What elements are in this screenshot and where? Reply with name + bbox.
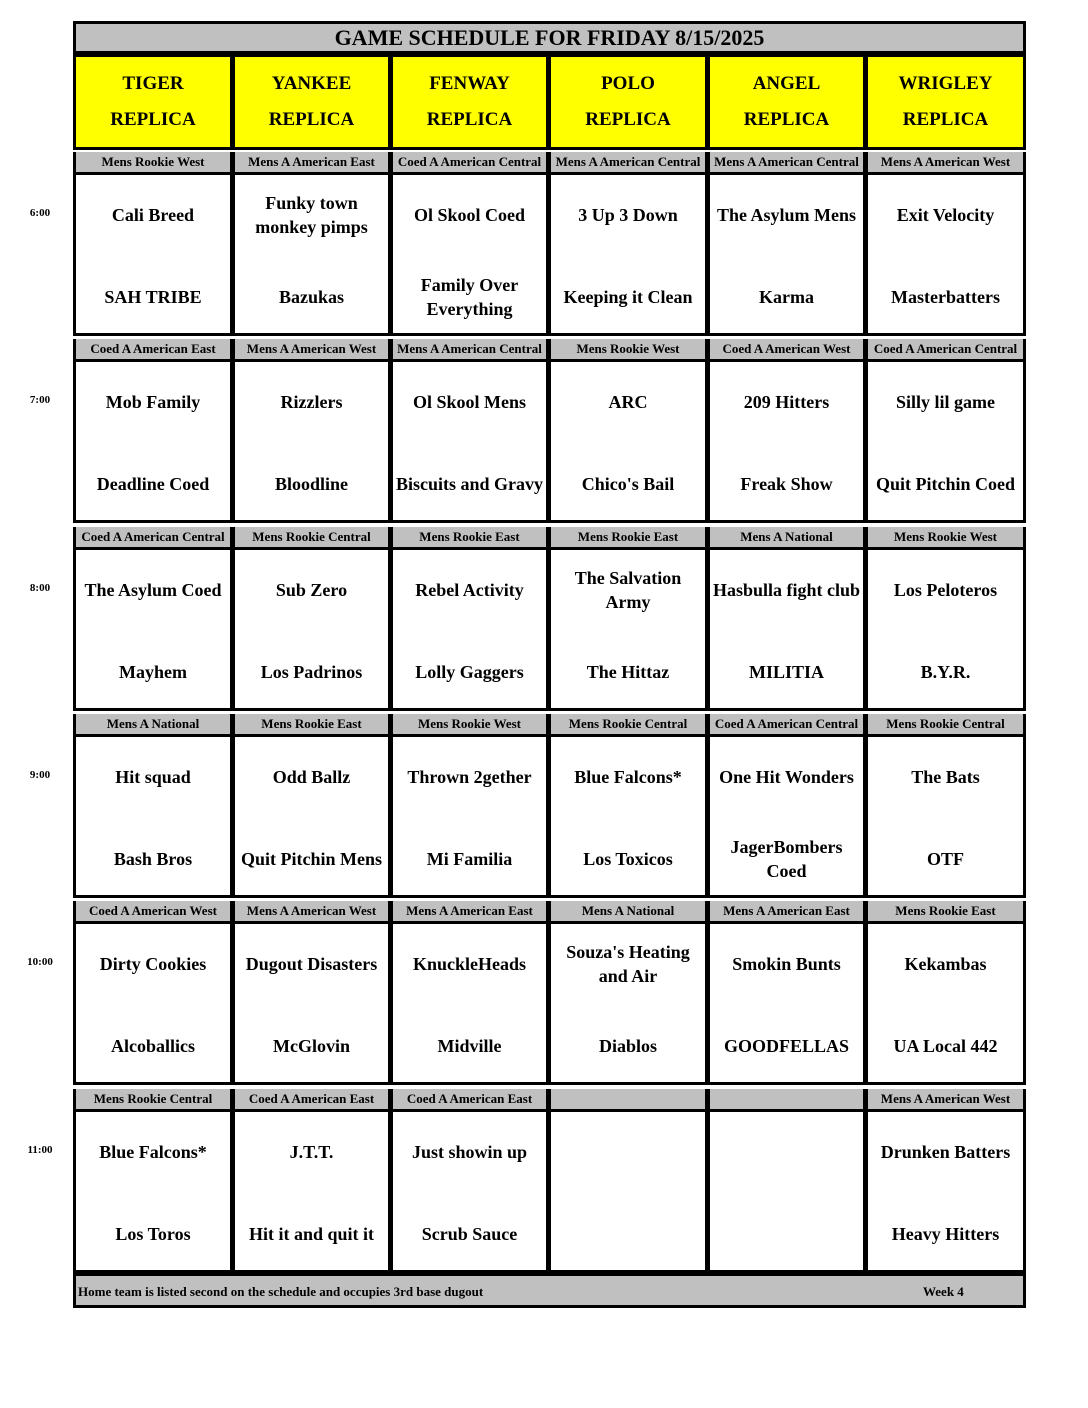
division-label: Mens A American West — [865, 152, 1026, 172]
home-team — [710, 1203, 863, 1265]
division-label: Mens A American West — [232, 339, 391, 359]
field-subtitle: REPLICA — [743, 109, 830, 130]
game-cell — [232, 547, 391, 711]
game-cell — [232, 1109, 391, 1273]
time-slot-label: 11:00 — [27, 1144, 53, 1156]
division-label: Mens A National — [548, 901, 708, 921]
time-slot-label: 10:00 — [27, 956, 53, 968]
home-team: OTF — [926, 849, 964, 869]
away-team: Hit squad — [115, 767, 191, 787]
game-cell — [232, 359, 391, 523]
away-team: Cali Breed — [111, 205, 195, 225]
home-team: Karma — [759, 287, 814, 307]
field-header-tiger — [73, 54, 233, 150]
game-cell — [865, 734, 1026, 898]
game-cell — [73, 172, 233, 336]
home-team: Alcoballics — [111, 1036, 195, 1056]
away-team: Rebel Activity — [415, 580, 524, 600]
away-team: One Hit Wonders — [719, 767, 854, 787]
home-team: Hit it and quit it — [248, 1224, 375, 1244]
away-team: Blue Falcons* — [574, 767, 682, 787]
game-cell — [548, 921, 708, 1085]
division-label: Mens Rookie Central — [548, 714, 708, 734]
home-team: Bash Bros — [113, 849, 193, 869]
game-cell — [390, 734, 549, 898]
away-team: Thrown 2gether — [407, 767, 532, 787]
away-team: Ol Skool Coed — [413, 205, 526, 225]
division-label: Coed A American West — [73, 901, 233, 921]
division-label: Coed A American West — [707, 339, 866, 359]
division-label: Coed A American Central — [73, 527, 233, 547]
home-team: Los Toxicos — [583, 849, 673, 869]
division-label: Mens Rookie Central — [232, 527, 391, 547]
home-team-note: Home team is listed second on the schedule and occupies 3rd base dugout — [78, 1284, 484, 1299]
field-subtitle: REPLICA — [585, 109, 671, 130]
field-header-fenway — [390, 54, 549, 150]
field-name: TIGER — [122, 73, 184, 94]
division-label: Mens Rookie Central — [73, 1089, 233, 1109]
field-subtitle: REPLICA — [268, 109, 355, 130]
division-label — [548, 1089, 708, 1109]
division-label — [707, 1089, 866, 1109]
division-label: Mens Rookie East — [548, 527, 708, 547]
game-cell — [390, 921, 549, 1085]
game-cell — [548, 547, 708, 711]
time-slot-label: 8:00 — [29, 582, 51, 594]
division-label: Mens Rookie West — [390, 714, 549, 734]
field-header-polo — [548, 54, 708, 150]
game-cell — [390, 172, 549, 336]
home-team: Family Over Everything — [420, 275, 519, 319]
game-cell — [865, 1109, 1026, 1273]
division-label: Mens Rookie West — [865, 527, 1026, 547]
week-label: Week 4 — [923, 1284, 964, 1299]
division-label: Mens A National — [73, 714, 233, 734]
home-team: B.Y.R. — [920, 662, 971, 682]
game-cell — [548, 359, 708, 523]
home-team: Heavy Hitters — [891, 1224, 1000, 1244]
away-team: Mob Family — [105, 392, 201, 412]
home-team: Midville — [437, 1036, 502, 1056]
home-team: Chico's Bail — [581, 474, 675, 494]
away-team: Dugout Disasters — [245, 954, 378, 974]
home-team: Los Toros — [115, 1224, 191, 1244]
game-cell — [232, 172, 391, 336]
home-team: Bazukas — [278, 287, 345, 307]
division-label: Mens Rookie West — [73, 152, 233, 172]
division-label: Coed A American East — [232, 1089, 391, 1109]
division-label: Mens A American Central — [548, 152, 708, 172]
game-cell — [73, 359, 233, 523]
home-team: Freak Show — [740, 474, 833, 494]
field-name: FENWAY — [429, 73, 510, 94]
away-team — [551, 1121, 705, 1183]
away-team: Souza's Heating and Air — [566, 942, 690, 986]
division-label: Mens Rookie Central — [865, 714, 1026, 734]
home-team: Scrub Sauce — [421, 1224, 518, 1244]
time-slot-label: 7:00 — [29, 394, 51, 406]
home-team: Mayhem — [119, 662, 187, 682]
division-label: Mens A American West — [865, 1089, 1026, 1109]
game-cell — [390, 359, 549, 523]
game-cell — [232, 921, 391, 1085]
away-team: The Asylum Coed — [84, 580, 222, 600]
home-team: Lolly Gaggers — [415, 662, 524, 682]
home-team: UA Local 442 — [893, 1036, 998, 1056]
away-team: Rizzlers — [280, 392, 343, 412]
field-subtitle: REPLICA — [426, 109, 513, 130]
division-label: Mens A American East — [232, 152, 391, 172]
division-label: Mens A American West — [232, 901, 391, 921]
game-cell — [707, 921, 866, 1085]
game-cell — [73, 734, 233, 898]
field-header-yankee — [232, 54, 391, 150]
division-label: Mens A American East — [707, 901, 866, 921]
home-team: Los Padrinos — [260, 662, 363, 682]
schedule-footer — [73, 1273, 1026, 1308]
away-team: Funky town monkey pimps — [255, 193, 368, 237]
home-team: McGlovin — [273, 1036, 350, 1056]
field-name: ANGEL — [752, 73, 821, 94]
away-team: The Salvation Army — [574, 568, 682, 612]
away-team: Los Peloteros — [893, 580, 998, 600]
schedule-title: GAME SCHEDULE FOR FRIDAY 8/15/2025 — [73, 21, 1026, 54]
division-label: Mens A American Central — [390, 339, 549, 359]
field-name: POLO — [601, 73, 655, 94]
away-team — [710, 1121, 863, 1183]
division-label: Mens A National — [707, 527, 866, 547]
time-slot-label: 9:00 — [29, 769, 51, 781]
game-cell — [73, 921, 233, 1085]
home-team: GOODFELLAS — [723, 1036, 850, 1056]
home-team: Mi Familia — [426, 849, 513, 869]
away-team: The Asylum Mens — [716, 205, 857, 225]
away-team: 3 Up 3 Down — [578, 205, 678, 225]
division-label: Mens A American East — [390, 901, 549, 921]
home-team: Deadline Coed — [96, 474, 210, 494]
away-team: Hasbulla fight club — [712, 580, 861, 600]
game-cell — [548, 734, 708, 898]
field-header-angel — [707, 54, 866, 150]
division-label: Mens Rookie East — [865, 901, 1026, 921]
division-label: Mens Rookie East — [232, 714, 391, 734]
division-label: Coed A American Central — [390, 152, 549, 172]
away-team: Smokin Bunts — [732, 954, 841, 974]
away-team: Odd Ballz — [272, 767, 351, 787]
game-cell — [865, 172, 1026, 336]
home-team: Quit Pitchin Coed — [875, 474, 1015, 494]
field-subtitle: REPLICA — [902, 109, 989, 130]
home-team: JagerBombers Coed — [730, 837, 843, 881]
away-team: ARC — [608, 392, 648, 412]
away-team: 209 Hitters — [743, 392, 830, 412]
game-cell — [707, 547, 866, 711]
away-team: Exit Velocity — [896, 205, 995, 225]
division-label: Coed A American East — [73, 339, 233, 359]
division-label: Coed A American East — [390, 1089, 549, 1109]
home-team — [551, 1203, 705, 1265]
game-cell — [232, 734, 391, 898]
home-team: Bloodline — [274, 474, 349, 494]
game-cell — [548, 172, 708, 336]
game-cell — [390, 1109, 549, 1273]
away-team: Just showin up — [411, 1142, 528, 1162]
away-team: The Bats — [911, 767, 980, 787]
division-label: Mens Rookie East — [390, 527, 549, 547]
field-header-wrigley — [865, 54, 1026, 150]
home-team: The Hittaz — [586, 662, 670, 682]
game-cell — [865, 359, 1026, 523]
division-label: Coed A American Central — [707, 714, 866, 734]
time-slot-label: 6:00 — [29, 207, 51, 219]
home-team: MILITIA — [748, 662, 824, 682]
game-cell — [548, 1109, 708, 1273]
home-team: SAH TRIBE — [104, 287, 202, 307]
game-cell — [707, 734, 866, 898]
game-cell — [707, 1109, 866, 1273]
away-team: Ol Skool Mens — [412, 392, 527, 412]
away-team: J.T.T. — [289, 1142, 334, 1162]
home-team: Biscuits and Gravy — [395, 474, 544, 494]
game-cell — [73, 547, 233, 711]
game-cell — [707, 359, 866, 523]
game-cell — [707, 172, 866, 336]
away-team: Silly lil game — [896, 392, 995, 412]
away-team: KnuckleHeads — [412, 954, 527, 974]
away-team: Drunken Batters — [880, 1142, 1011, 1162]
division-label: Mens A American Central — [707, 152, 866, 172]
field-name: WRIGLEY — [898, 73, 993, 94]
game-cell — [390, 547, 549, 711]
home-team: Masterbatters — [891, 287, 1000, 307]
field-name: YANKEE — [271, 73, 352, 94]
home-team: Diablos — [598, 1036, 658, 1056]
away-team: Sub Zero — [275, 580, 348, 600]
game-cell — [73, 1109, 233, 1273]
game-cell — [865, 921, 1026, 1085]
away-team: Dirty Cookies — [99, 954, 207, 974]
game-cell — [865, 547, 1026, 711]
division-label: Mens Rookie West — [548, 339, 708, 359]
field-subtitle: REPLICA — [110, 109, 196, 130]
away-team: Blue Falcons* — [99, 1142, 207, 1162]
away-team: Kekambas — [904, 954, 987, 974]
home-team: Quit Pitchin Mens — [240, 849, 382, 869]
division-label: Coed A American Central — [865, 339, 1026, 359]
home-team: Keeping it Clean — [563, 287, 693, 307]
